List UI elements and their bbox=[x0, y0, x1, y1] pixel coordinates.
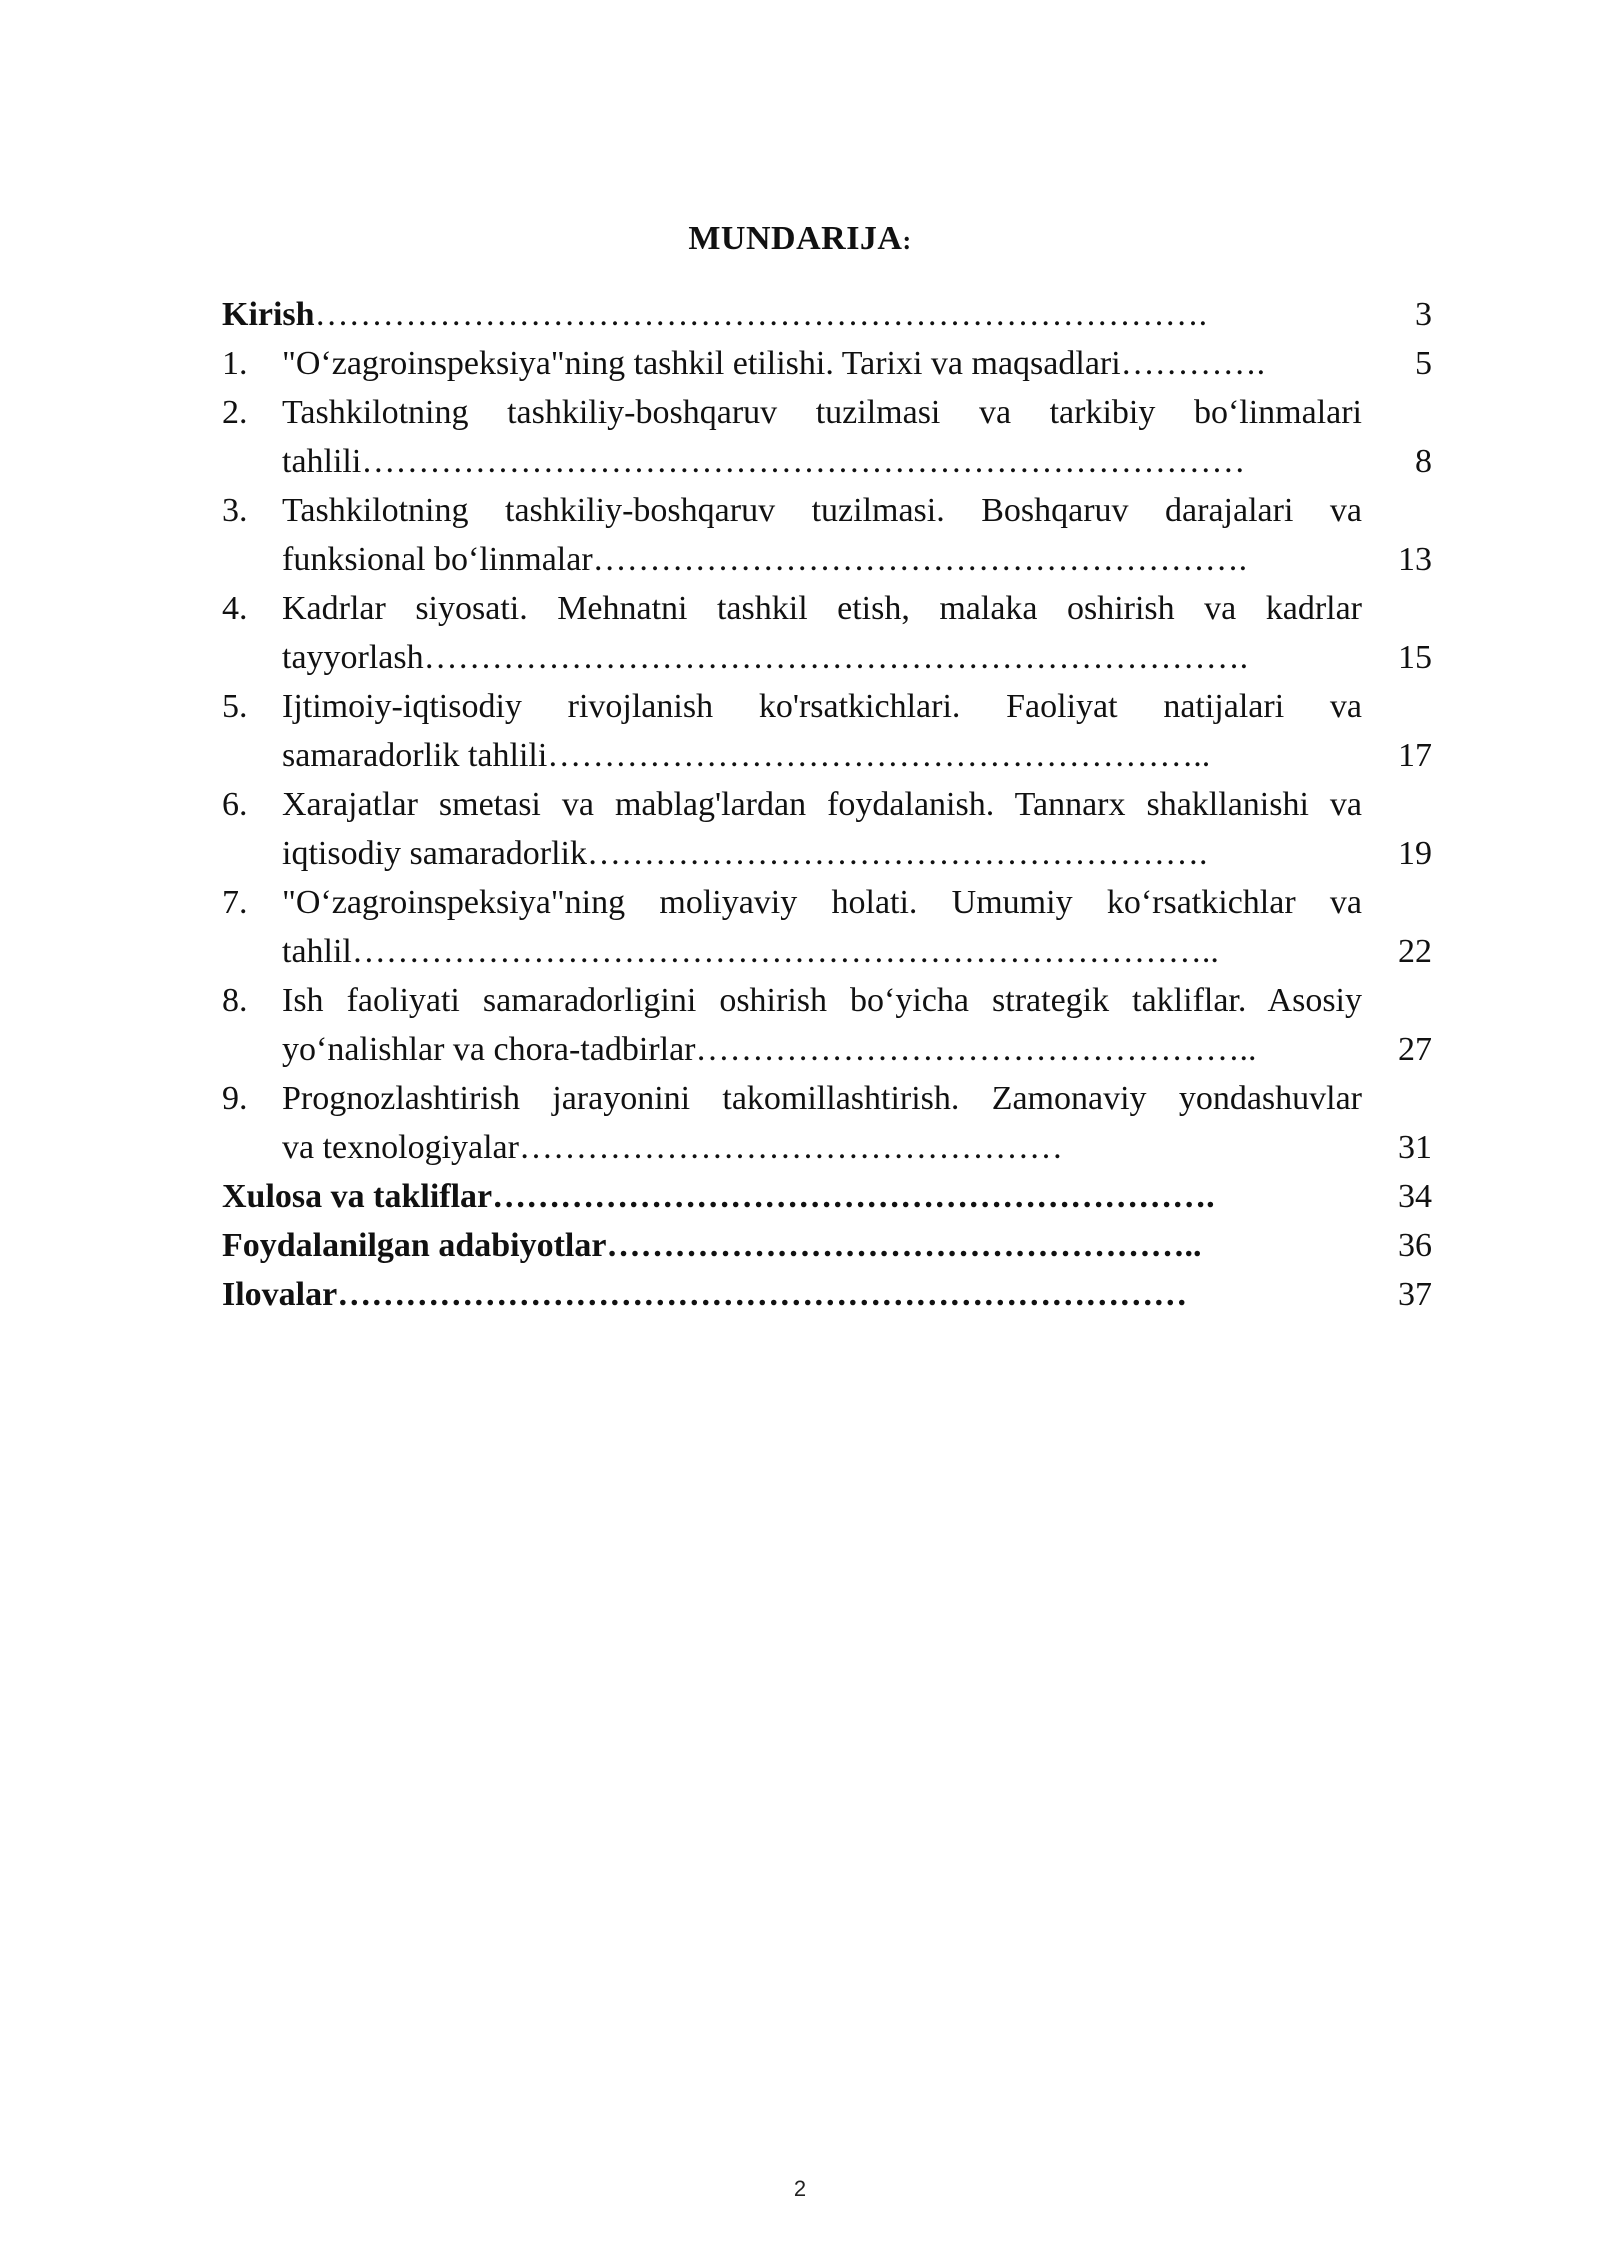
toc-conclusion-label: Xulosa va takliflar bbox=[222, 1178, 493, 1215]
toc-entry-title: Tashkilotning tashkiliy-boshqaruv tuzilmasi. Boshqaruv darajalari va bbox=[282, 492, 1362, 529]
toc-entry-3[interactable] bbox=[222, 486, 1432, 584]
title-colon: : bbox=[902, 226, 912, 255]
toc-entry-title: "O‘zagroinspeksiya"ning moliyaviy holati. Umumiy ko‘rsatkichlar va bbox=[282, 884, 1362, 921]
toc-intro-page: 3 bbox=[1415, 296, 1432, 333]
title-text: MUNDARIJA bbox=[688, 220, 903, 257]
toc-entry-9[interactable] bbox=[222, 1074, 1432, 1172]
toc-entry-number: 9. bbox=[222, 1080, 248, 1117]
toc-entry-title: Ijtimoiy-iqtisodiy rivojlanish ko'rsatkichlari. Faoliyat natijalari va bbox=[282, 688, 1362, 725]
toc-entry-title: "O‘zagroinspeksiya"ning tashkil etilishi. Tarixi va maqsadlari…………. bbox=[282, 345, 1266, 382]
toc-intro-label: Kirish bbox=[222, 296, 315, 333]
toc-entry-title: Tashkilotning tashkiliy-boshqaruv tuzilmasi va tarkibiy bo‘linmalari bbox=[282, 394, 1362, 431]
toc-entry-title: Ish faoliyati samaradorligini oshirish bo‘yicha strategik takliflar. Asosiy bbox=[282, 982, 1362, 1019]
toc-entry-title-continued: yo‘nalishlar va chora-tadbirlar………………………………………….. bbox=[282, 1031, 1257, 1068]
toc-entry-appendices[interactable] bbox=[222, 1270, 1432, 1319]
toc-entry-number: 2. bbox=[222, 394, 248, 431]
toc-entry-4[interactable] bbox=[222, 584, 1432, 682]
toc-conclusion-page: 34 bbox=[1398, 1178, 1432, 1215]
page-title bbox=[0, 220, 1600, 258]
toc-entry-1[interactable] bbox=[222, 339, 1432, 388]
toc-references-label: Foydalanilgan adabiyotlar bbox=[222, 1227, 607, 1264]
toc-entry-6[interactable] bbox=[222, 780, 1432, 878]
toc-appendices-label: Ilovalar bbox=[222, 1276, 338, 1313]
toc-entry-conclusion[interactable] bbox=[222, 1172, 1432, 1221]
toc-entry-number: 5. bbox=[222, 688, 248, 725]
page-number: 2 bbox=[793, 2176, 807, 2201]
toc-entry-5[interactable] bbox=[222, 682, 1432, 780]
toc-entry-title: Kadrlar siyosati. Mehnatni tashkil etish, malaka oshirish va kadrlar bbox=[282, 590, 1362, 627]
toc-entry-references[interactable] bbox=[222, 1221, 1432, 1270]
toc-entry-7[interactable] bbox=[222, 878, 1432, 976]
toc-entry-page: 22 bbox=[1398, 933, 1432, 970]
toc-references-page: 36 bbox=[1398, 1227, 1432, 1264]
toc-entry-page: 13 bbox=[1398, 541, 1432, 578]
toc-entry-title-continued: samaradorlik tahlili………………………………………………….. bbox=[282, 737, 1211, 774]
toc-entry-page: 31 bbox=[1398, 1129, 1432, 1166]
toc-entry-title-continued: tahlil………………………………………………………………….. bbox=[282, 933, 1219, 970]
toc-entry-number: 8. bbox=[222, 982, 248, 1019]
toc-intro-leader: ……………………………………………………………………. bbox=[314, 296, 1208, 333]
toc-entry-title: Prognozlashtirish jarayonini takomillashtirish. Zamonaviy yondashuvlar bbox=[282, 1080, 1362, 1117]
toc-entry-2[interactable] bbox=[222, 388, 1432, 486]
toc-entry-number: 3. bbox=[222, 492, 248, 529]
toc-entry-title-continued: funksional bo‘linmalar…………………………………………………. bbox=[282, 541, 1248, 578]
toc-entry-number: 7. bbox=[222, 884, 248, 921]
toc-appendices-page: 37 bbox=[1398, 1276, 1432, 1313]
toc-entry-page: 15 bbox=[1398, 639, 1432, 676]
toc-entry-intro[interactable] bbox=[222, 290, 1432, 339]
toc-entry-title: Xarajatlar smetasi va mablag'lardan foydalanish. Tannarx shakllanishi va bbox=[282, 786, 1362, 823]
toc-entry-page: 8 bbox=[1415, 443, 1432, 480]
toc-references-leader: …………………………………………….. bbox=[606, 1227, 1202, 1264]
toc-entry-number: 6. bbox=[222, 786, 248, 823]
toc-entry-page: 5 bbox=[1415, 345, 1432, 382]
toc-entry-page: 27 bbox=[1398, 1031, 1432, 1068]
toc-entry-title-continued: tahlili…………………………………………………………………… bbox=[282, 443, 1246, 480]
toc-entry-number: 4. bbox=[222, 590, 248, 627]
toc-entry-title-continued: tayyorlash………………………………………………………………. bbox=[282, 639, 1249, 676]
toc-entry-number: 1. bbox=[222, 345, 248, 382]
toc-entry-page: 17 bbox=[1398, 737, 1432, 774]
toc-entry-page: 19 bbox=[1398, 835, 1432, 872]
toc-appendices-leader: ………………………………………………………………… bbox=[337, 1276, 1188, 1313]
toc-entry-title-continued: va texnologiyalar………………………………………… bbox=[282, 1129, 1063, 1166]
toc-entry-title-continued: iqtisodiy samaradorlik………………………………………………. bbox=[282, 835, 1208, 872]
toc-entry-8[interactable] bbox=[222, 976, 1432, 1074]
toc-conclusion-leader: ………………………………………………………. bbox=[492, 1178, 1215, 1215]
table-of-contents bbox=[222, 290, 1432, 1319]
